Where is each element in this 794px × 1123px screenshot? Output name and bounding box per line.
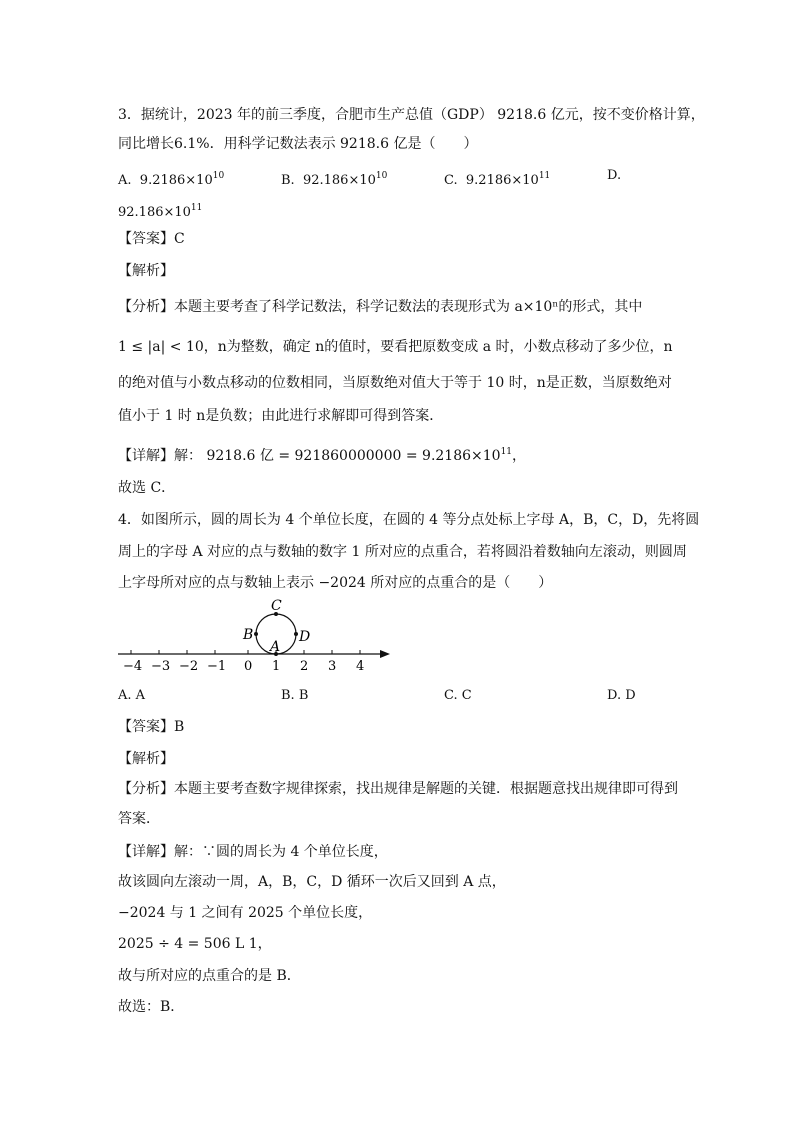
point-b <box>254 632 258 636</box>
label-c: C <box>271 598 282 614</box>
q4-option-b <box>281 687 308 705</box>
option-base: 9.2186×10 <box>465 173 539 188</box>
label-a: A <box>270 639 281 655</box>
xiangjie-text: 【详解】解： 9218.6 亿 = 921860000000 = 9.2186×10 <box>118 448 501 464</box>
q3-conclusion: 故选 C． <box>118 480 176 496</box>
q3-fenxi-line3: 的绝对值与小数点移动的位数相同，当原数绝对值大于等于 10 时，n是正数，当原数绝对 <box>118 375 672 391</box>
q4-option-d <box>607 687 636 705</box>
q4-fenxi-line1: 【分析】本题主要考查数字规律探索，找出规律是解题的关键．根据题意找出规律即可得到 <box>118 781 678 797</box>
q4-xiangjie-line5: 故与所对应的点重合的是 B． <box>118 968 301 984</box>
q4-fenxi-line2: 答案． <box>118 811 160 827</box>
option-label: B. <box>281 688 295 703</box>
number-line-figure <box>110 596 400 676</box>
option-label: C. <box>444 688 458 703</box>
tick-label: 1 <box>272 659 281 674</box>
q3-analysis-heading: 【解析】 <box>118 263 174 279</box>
option-text: D <box>625 688 636 703</box>
q4-stem-line2: 周上的字母 A 对应的点与数轴的数字 1 所对应的点重合，若将圆沿着数轴向左滚动，则圆周 <box>118 544 687 560</box>
tick-label: −1 <box>207 659 227 674</box>
q3-xiangjie <box>118 443 526 465</box>
option-label: D. <box>607 688 622 703</box>
label-b: B <box>243 627 254 643</box>
q4-xiangjie-line1: 【详解】解：∵圆的周长为 4 个单位长度， <box>118 844 388 860</box>
tick-label: 4 <box>356 659 365 674</box>
option-label: A. <box>118 173 132 188</box>
q3-fenxi-line4: 值小于 1 时 n是负数；由此进行求解即可得到答案． <box>118 408 444 424</box>
option-exp: 11 <box>538 171 551 181</box>
q3-option-a <box>118 167 224 190</box>
q3-option-b <box>281 167 387 190</box>
q3-stem-line1: 3．据统计，2023 年的前三季度，合肥市生产总值（GDP） 9218.6 亿元，按不变价格计算， <box>118 107 705 123</box>
tick-label: −3 <box>151 659 171 674</box>
label-d: D <box>299 629 311 645</box>
option-base: 92.186×10 <box>118 205 191 220</box>
option-text: B <box>298 688 309 703</box>
option-text: C <box>461 688 472 703</box>
axis-arrow-icon <box>380 650 390 658</box>
q3-stem-line2: 同比增长6.1%．用科学记数法表示 9218.6 亿是（ ） <box>118 136 478 152</box>
q4-conclusion: 故选：B． <box>118 999 185 1015</box>
tick-label: 0 <box>244 659 253 674</box>
q4-option-c <box>444 687 472 705</box>
option-exp: 10 <box>375 171 388 181</box>
q4-stem-line3: 上字母所对应的点与数轴上表示 −2024 所对应的点重合的是（ ） <box>118 575 553 591</box>
q3-option-c <box>444 167 550 190</box>
q4-xiangjie-line2: 故该圆向左滚动一周，A，B，C，D 循环一次后又回到 A 点， <box>118 874 506 890</box>
point-d <box>294 632 298 636</box>
q4-analysis-heading: 【解析】 <box>118 751 174 767</box>
option-exp: 10 <box>212 171 225 181</box>
q4-option-a <box>118 687 145 705</box>
q4-xiangjie-line3: −2024 与 1 之间有 2025 个单位长度， <box>118 905 373 921</box>
option-exp: 11 <box>190 203 203 213</box>
tick-label: −2 <box>179 659 199 674</box>
q3-option-d-value <box>118 199 202 222</box>
q4-stem-line1: 4．如图所示，圆的周长为 4 个单位长度，在圆的 4 等分点处标上字母 A，B，C，D，先将圆 <box>118 512 700 528</box>
q4-answer: 【答案】B <box>118 719 185 735</box>
option-label: A. <box>118 688 132 703</box>
tick-label: 3 <box>328 659 337 674</box>
q3-answer: 【答案】C <box>118 231 185 247</box>
xiangjie-tail: ， <box>512 448 527 464</box>
option-label: B. <box>281 173 295 188</box>
q3-fenxi-line2: 1 ≤ |a| < 10，n为整数，确定 n的值时，要看把原数变成 a 时，小数点移动了多少位，n <box>118 339 673 355</box>
tick-label: 2 <box>300 659 309 674</box>
tick-label: −4 <box>123 659 143 674</box>
option-label: C. <box>444 173 458 188</box>
q3-fenxi-line1: 【分析】本题主要考查了科学记数法，科学记数法的表现形式为 a×10ⁿ的形式，其中 <box>118 299 643 315</box>
option-text: A <box>135 688 146 703</box>
q3-option-d-label: D. <box>607 168 622 183</box>
q4-xiangjie-line4: 2025 ÷ 4 = 506 L 1， <box>118 936 272 952</box>
option-base: 9.2186×10 <box>139 173 213 188</box>
option-base: 92.186×10 <box>302 173 376 188</box>
xiangjie-exp: 11 <box>500 447 513 457</box>
